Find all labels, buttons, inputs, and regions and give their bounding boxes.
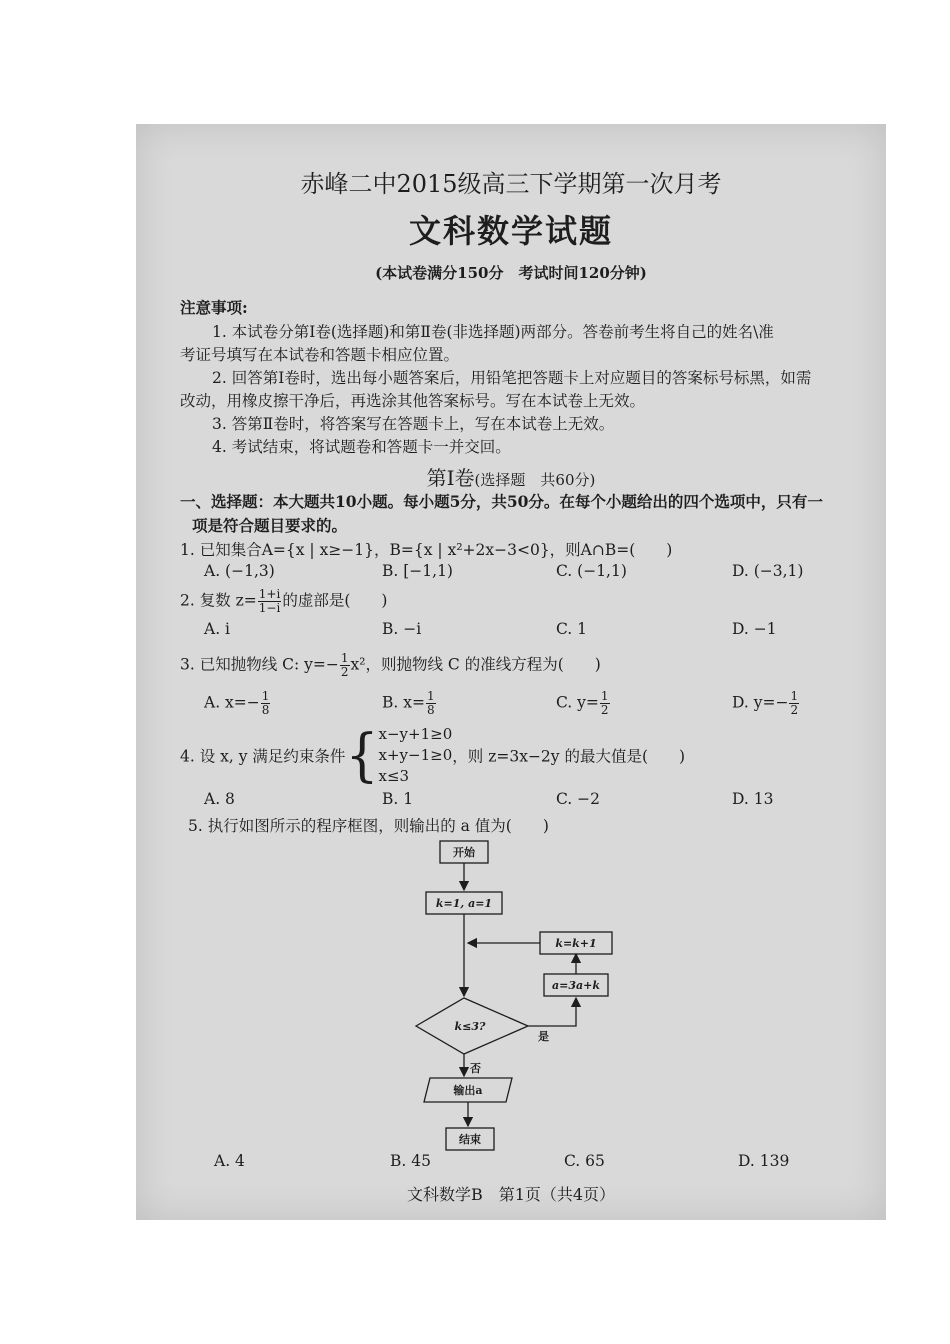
q4-option-d: D. 13 xyxy=(732,790,774,808)
flowchart xyxy=(406,836,636,1152)
q3-b-pre: B. x= xyxy=(382,693,425,712)
flow-no-label: 否 xyxy=(470,1062,481,1075)
q3-a-fraction xyxy=(261,690,271,717)
q5-option-d: D. 139 xyxy=(738,1152,790,1170)
q2-denominator: 1−i xyxy=(258,601,281,615)
q2-stem-post: 的虚部是( ) xyxy=(282,591,388,610)
q4-constraint-1: x−y+1≥0 xyxy=(378,725,453,743)
section-title xyxy=(136,462,886,491)
q3-c-pre: C. y= xyxy=(556,693,599,712)
notes-heading: 注意事项: xyxy=(180,298,248,317)
q4-constraint-2: x+y−1≥0 xyxy=(378,746,453,764)
q3-numerator: 1 xyxy=(340,651,349,665)
q3-c-denominator: 2 xyxy=(600,703,609,717)
flow-yes-label: 是 xyxy=(538,1030,549,1043)
exam-paper xyxy=(136,124,886,1220)
q2-option-d: D. −1 xyxy=(732,620,777,638)
q3-b-numerator: 1 xyxy=(426,689,435,703)
q2-fraction xyxy=(258,588,282,615)
q5-option-b: B. 45 xyxy=(390,1152,431,1170)
q5-stem: 5. 执行如图所示的程序框图，则输出的 a 值为( ) xyxy=(188,817,549,835)
flow-update-k-label: k=k+1 xyxy=(555,937,597,950)
note-2b: 改动，用橡皮擦干净后，再选涂其他答案标号。写在本试卷上无效。 xyxy=(180,392,646,410)
section-subtitle: (选择题 共60分) xyxy=(474,471,596,489)
flow-update-a-label: a=3a+k xyxy=(552,979,600,992)
page-footer: 文科数学B 第1页（共4页） xyxy=(406,1185,616,1204)
q4-stem-post: ，则 z=3x−2y 的最大值是( ) xyxy=(452,747,686,766)
q3-d-denominator: 2 xyxy=(790,703,799,717)
q4-option-c: C. −2 xyxy=(556,790,601,808)
q4-brace: { xyxy=(345,722,379,789)
q3-stem-pre: 3. 已知抛物线 C: y=− xyxy=(180,655,339,674)
q1-option-c: C. (−1,1) xyxy=(556,562,627,580)
school-title: 赤峰二中2015级高三下学期第一次月考 xyxy=(300,170,722,198)
q3-c-numerator: 1 xyxy=(600,689,609,703)
q2-stem-pre: 2. 复数 z= xyxy=(180,591,257,610)
flow-arrow-yes xyxy=(528,998,576,1026)
q3-denominator: 2 xyxy=(340,665,349,679)
q3-c-fraction xyxy=(600,690,610,717)
q3-b-denominator: 8 xyxy=(426,703,435,717)
flow-condition-label: k≤3? xyxy=(454,1020,486,1033)
q5-option-c: C. 65 xyxy=(564,1152,605,1170)
q4-stem-pre: 4. 设 x, y 满足约束条件 xyxy=(180,747,346,766)
q3-d-pre: D. y=− xyxy=(732,693,789,712)
q2-numerator: 1+i xyxy=(258,587,281,601)
q2-option-c: C. 1 xyxy=(556,620,588,638)
q4-option-b: B. 1 xyxy=(382,790,414,808)
q4-option-a: A. 8 xyxy=(204,790,235,808)
q3-a-numerator: 1 xyxy=(261,689,270,703)
q3-option-d xyxy=(732,690,800,717)
q4-stem xyxy=(180,724,685,787)
flow-init-label: k=1, a=1 xyxy=(435,897,493,910)
exam-info: (本试卷满分150分 考试时间120分钟) xyxy=(375,264,647,282)
q2-option-a: A. i xyxy=(204,620,231,638)
q3-b-fraction xyxy=(426,690,436,717)
note-4: 4. 考试结束，将试题卷和答题卡一并交回。 xyxy=(212,438,511,456)
q3-stem-post: x²，则抛物线 C 的准线方程为( ) xyxy=(350,655,601,674)
section-title-main: 第Ⅰ卷 xyxy=(426,466,475,490)
instruction-line-1: 一、选择题：本大题共10小题。每小题5分，共50分。在每个小题给出的四个选项中，只有一 xyxy=(180,492,823,511)
q4-constraints xyxy=(379,724,453,787)
flow-end-label: 结束 xyxy=(459,1133,481,1146)
q3-a-pre: A. x=− xyxy=(204,693,260,712)
q1-option-a: A. (−1,3) xyxy=(204,562,275,580)
q3-stem xyxy=(180,652,601,679)
q5-option-a: A. 4 xyxy=(214,1152,245,1170)
q3-d-fraction xyxy=(789,690,799,717)
flow-start-label: 开始 xyxy=(453,846,475,859)
note-2a: 2. 回答第Ⅰ卷时，选出每小题答案后，用铅笔把答题卡上对应题目的答案标号标黑，如需 xyxy=(212,369,812,387)
q3-d-numerator: 1 xyxy=(790,689,799,703)
q1-stem: 1. 已知集合A={x | x≥−1}，B={x | x²+2x−3<0}，则A∩B=( ) xyxy=(180,541,673,559)
q3-fraction xyxy=(340,652,350,679)
flow-output-label: 输出a xyxy=(453,1084,483,1097)
q3-option-a xyxy=(204,690,271,717)
q4-constraint-3: x≤3 xyxy=(378,767,410,785)
instruction-line-2: 项是符合题目要求的。 xyxy=(192,516,348,535)
note-3: 3. 答第Ⅱ卷时，将答案写在答题卡上，写在本试卷上无效。 xyxy=(212,415,615,433)
q1-option-b: B. [−1,1) xyxy=(382,562,453,580)
q3-a-denominator: 8 xyxy=(261,703,270,717)
q1-option-d: D. (−3,1) xyxy=(732,562,804,580)
q2-option-b: B. −i xyxy=(382,620,422,638)
note-1b: 考证号填写在本试卷和答题卡相应位置。 xyxy=(180,346,460,364)
q3-option-b xyxy=(382,690,437,717)
note-1a: 1. 本试卷分第Ⅰ卷(选择题)和第Ⅱ卷(非选择题)两部分。答卷前考生将自己的姓名\准 xyxy=(212,323,774,341)
q2-stem xyxy=(180,588,387,615)
q3-option-c xyxy=(556,690,611,717)
exam-title: 文科数学试题 xyxy=(408,212,613,250)
